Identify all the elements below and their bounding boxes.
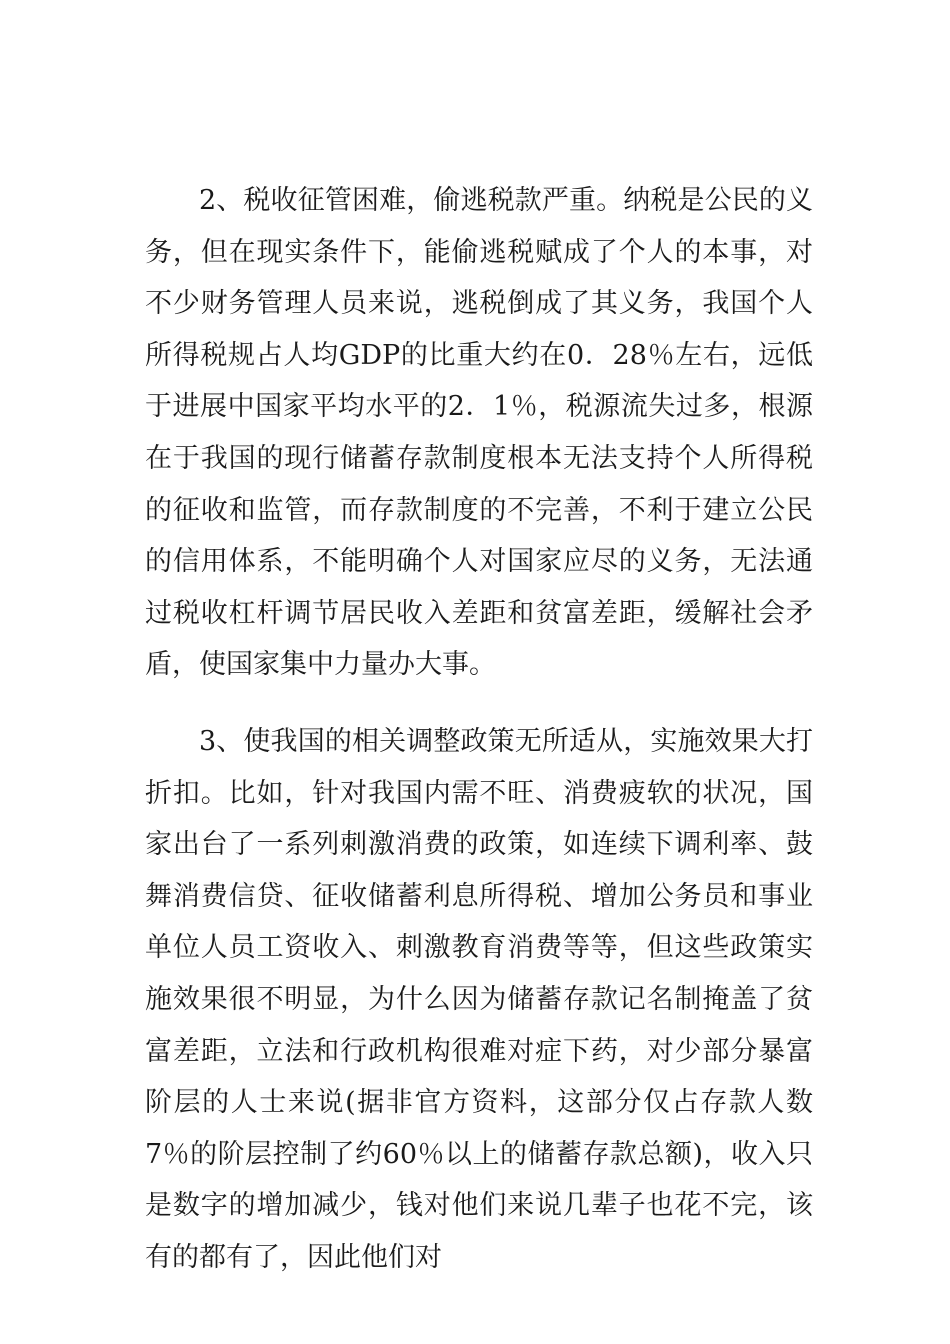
paragraph-tax-collection: 2、税收征管困难，偷逃税款严重。纳税是公民的义务，但在现实条件下，能偷逃税赋成了个人的本事，对不少财务管理人员来说，逃税倒成了其义务，我国个人所得税规占人均GDP的比重大约在0．28％左右，远低于进展中国家平均水平的2．1％，税源流失过多，根源在于我国的现行储蓄存款制度根本无法支持个人所得税的征收和监管，而存款制度的不完善，不利于建立公民的信用体系，不能明确个人对国家应尽的义务，无法通过税收杠杆调节居民收入差距和贫富差距，缓解社会矛盾，使国家集中力量办大事。 — [145, 185, 813, 681]
paragraph-policy-effect: 3、使我国的相关调整政策无所适从，实施效果大打折扣。比如，针对我国内需不旺、消费疲软的状况，国家出台了一系列刺激消费的政策，如连续下调利率、鼓舞消费信贷、征收储蓄利息所得税、增加公务员和事业单位人员工资收入、刺激教育消费等等，但这些政策实施效果很不明显，为什么因为储蓄存款记名制掩盖了贫富差距，立法和行政机构很难对症下药，对少部分暴富阶层的人士来说(据非官方资料，这部分仅占存款人数7％的阶层控制了约60％以上的储蓄存款总额)，收入只是数字的增加减少，钱对他们来说几辈子也花不完，该有的都有了，因此他们对 — [145, 726, 813, 1273]
